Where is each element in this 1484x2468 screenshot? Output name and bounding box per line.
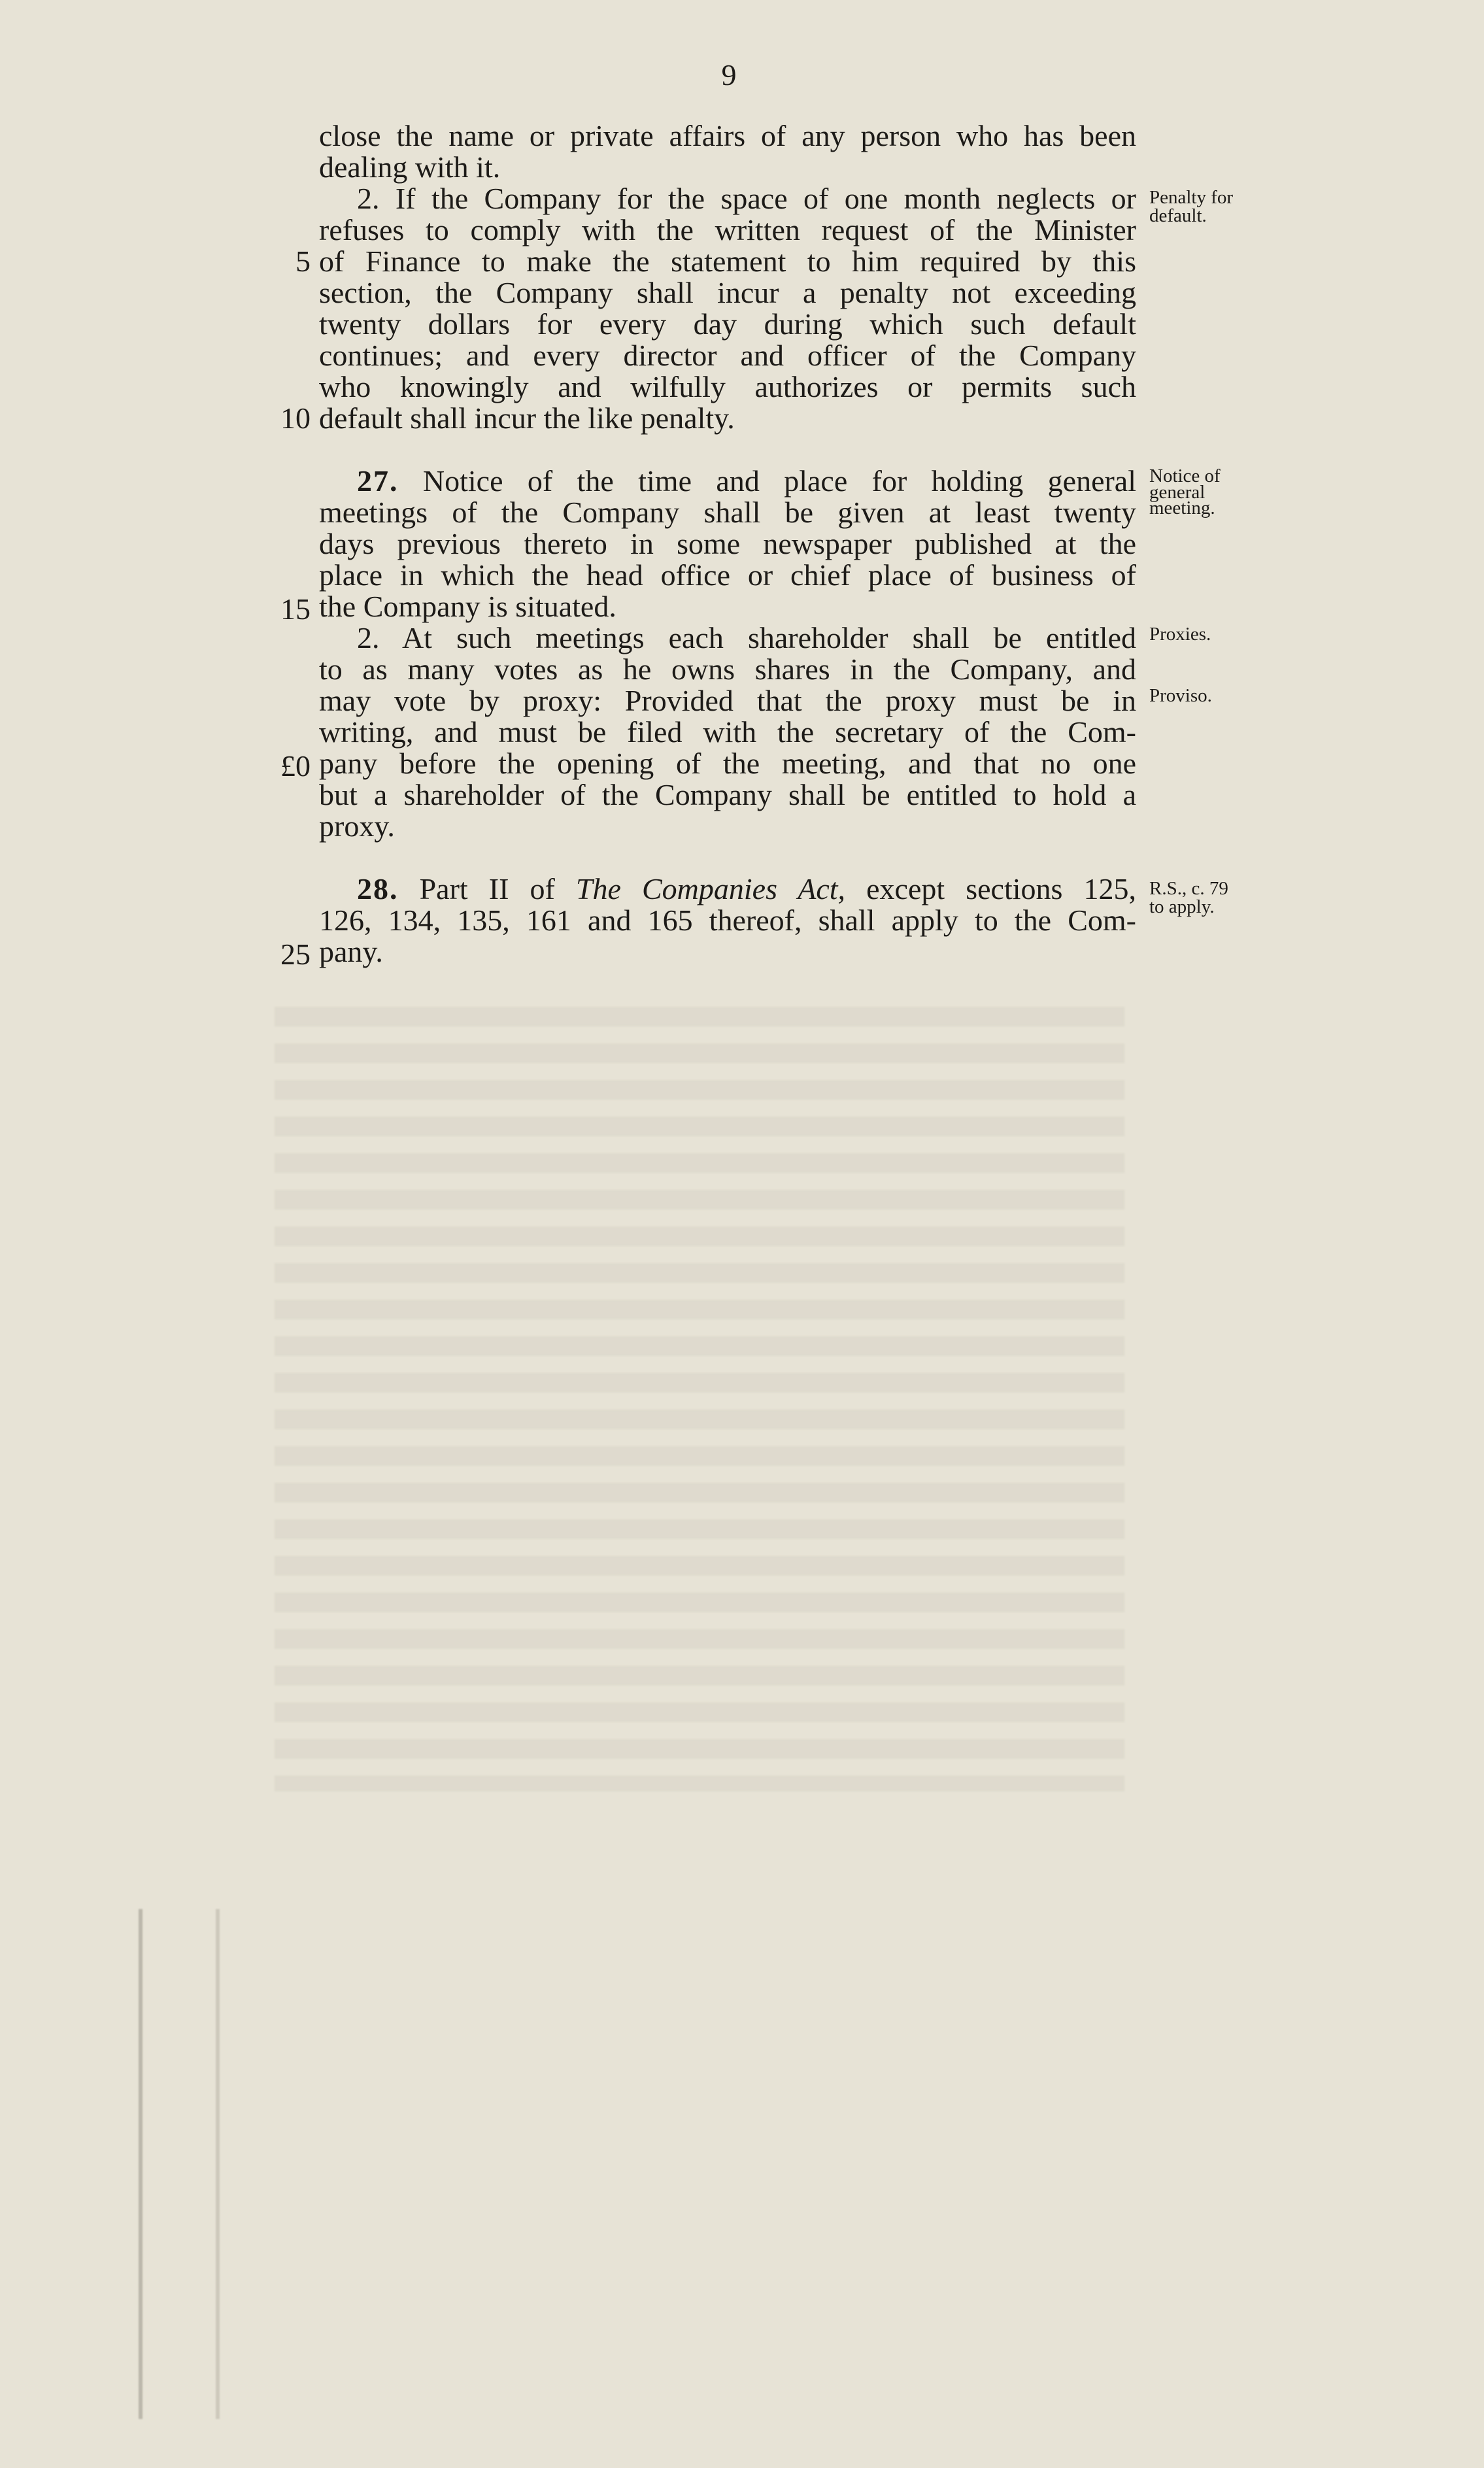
text-line: to as many votes as he owns shares in the Company, and — [319, 652, 1136, 686]
text-line: 2. If the Company for the space of one month neglects or — [357, 182, 1136, 215]
text-line: section, the Company shall incur a penalty not exceeding — [319, 276, 1136, 309]
text-line: who knowingly and wilfully authorizes or permits such — [319, 370, 1136, 403]
line-number: 25 — [280, 938, 311, 971]
text-line: continues; and every director and officer of the Company — [319, 339, 1136, 372]
text-line: close the name or private affairs of any person who has been — [319, 119, 1136, 152]
margin-note-proviso: Proviso. — [1149, 685, 1212, 706]
text-line: proxy. — [319, 809, 395, 843]
text-line: default shall incur the like penalty. — [319, 401, 735, 435]
section-28-first-line: 28. Part II of The Companies Act, except sections 125, — [357, 872, 1137, 905]
text-line: 2. At such meetings each shareholder shall be entitled — [357, 621, 1136, 654]
margin-note-rs: R.S., c. 79 to apply. — [1149, 878, 1228, 917]
text-line: the Company is situated. — [319, 590, 616, 623]
text-line: may vote by proxy: Provided that the proxy must be in — [319, 684, 1136, 717]
text-line: but a shareholder of the Company shall be entitled to hold a — [319, 778, 1136, 811]
line-number: 5 — [295, 245, 311, 278]
show-through-rule — [216, 1909, 220, 2419]
line-number: £0 — [280, 749, 311, 783]
text-line: writing, and must be filed with the secretary of the Com- — [319, 715, 1136, 749]
show-through-rule — [139, 1909, 143, 2419]
text-line: pany. — [319, 935, 383, 968]
text-line: pany before the opening of the meeting, and that no one — [319, 747, 1136, 780]
section-27-first-line: 27. Notice of the time and place for holding general — [357, 464, 1136, 498]
text-line: days previous thereto in some newspaper published at the — [319, 527, 1136, 560]
margin-note-notice: Notice of general meeting. — [1149, 465, 1221, 518]
margin-note-penalty: Penalty for default. — [1149, 187, 1234, 226]
section-number: 28. — [357, 872, 399, 905]
text-line: meetings of the Company shall be given at least twenty — [319, 496, 1136, 529]
section-number: 27. — [357, 464, 399, 498]
margin-note-proxies: Proxies. — [1149, 624, 1211, 645]
text-line: place in which the head office or chief place of business of — [319, 558, 1136, 592]
act-title: The Companies Act, — [575, 872, 846, 905]
text-line: of Finance to make the statement to him required by this — [319, 245, 1136, 278]
page-number: 9 — [721, 58, 737, 92]
line-number: 10 — [280, 401, 311, 435]
text-line: dealing with it. — [319, 150, 501, 184]
text-line: refuses to comply with the written request of the Minister — [319, 213, 1136, 246]
text-line: twenty dollars for every day during which such default — [319, 307, 1136, 341]
show-through-text — [275, 1007, 1124, 1791]
text-line: 126, 134, 135, 161 and 165 thereof, shall apply to the Com- — [319, 904, 1136, 937]
line-number: 15 — [280, 592, 311, 626]
